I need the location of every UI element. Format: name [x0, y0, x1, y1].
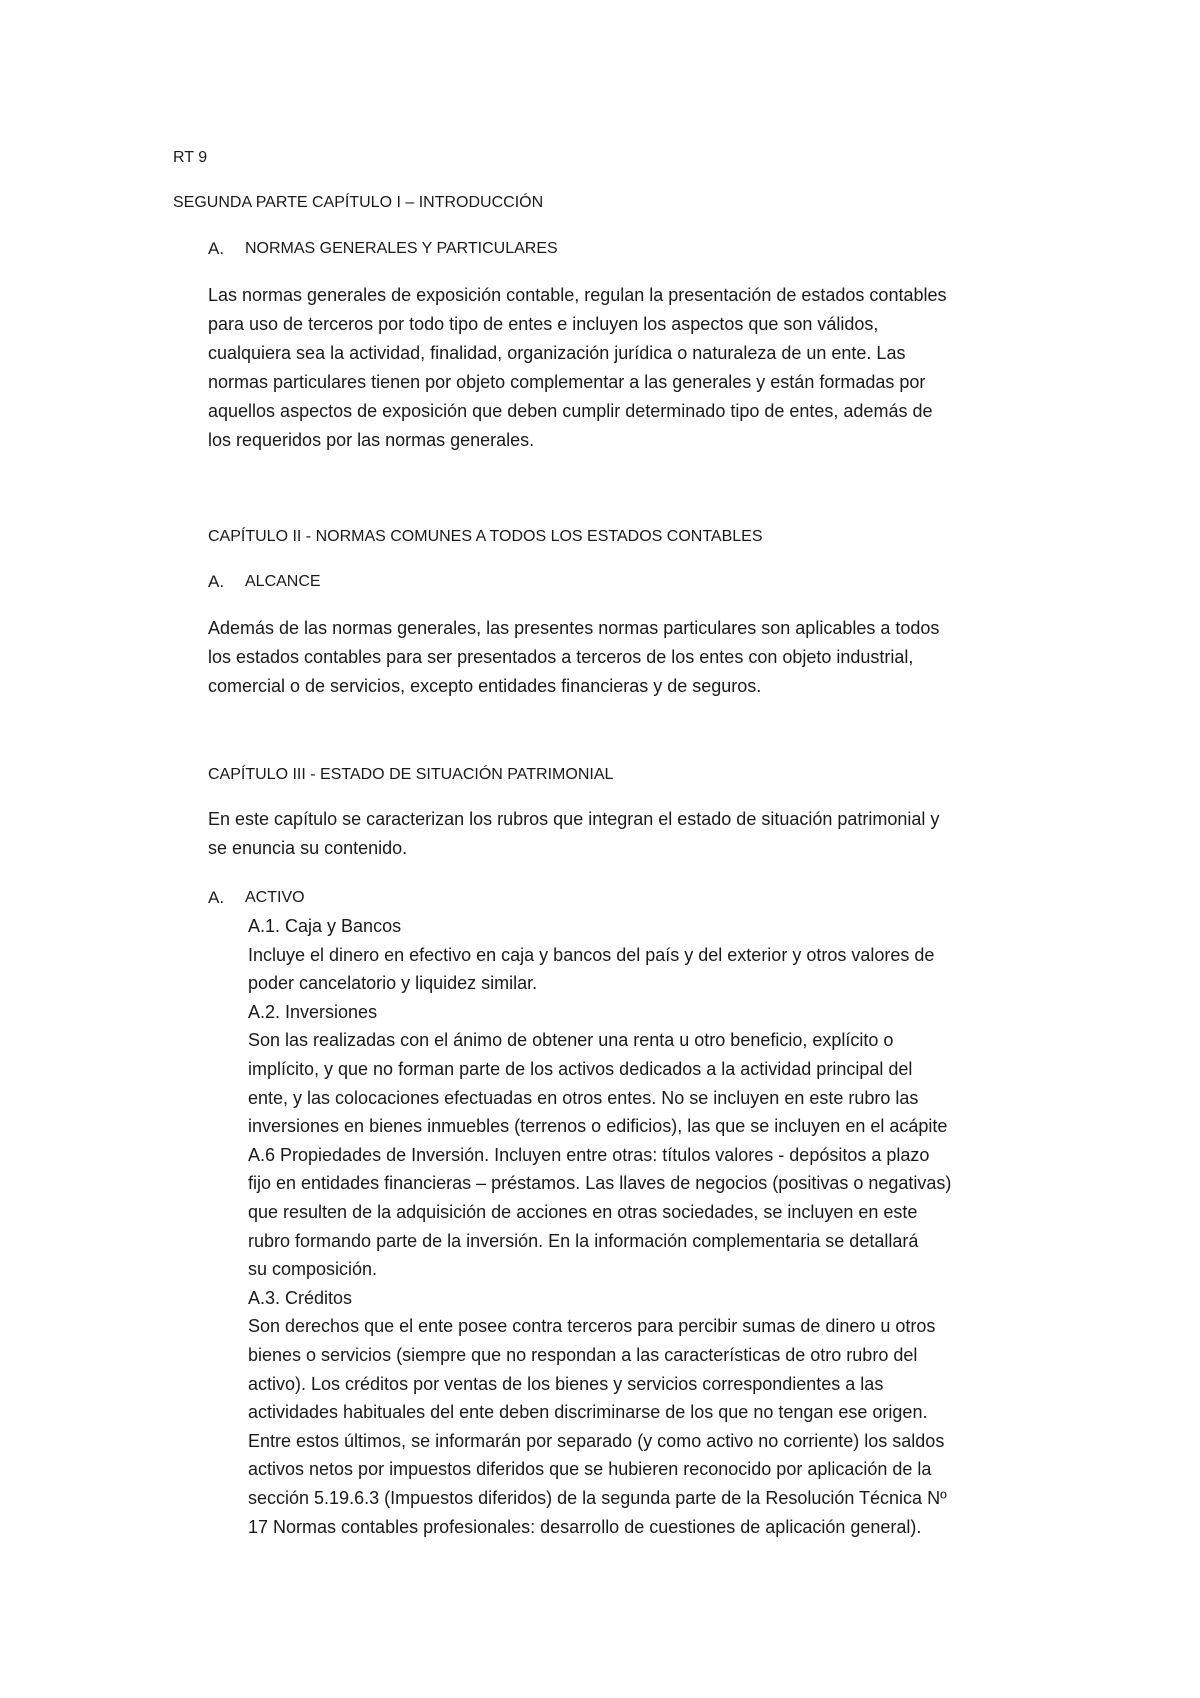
paragraph-line: En este capítulo se caracterizan los rubros que integran el estado de situación patrimonial y [208, 809, 940, 829]
paragraph-line: cualquiera sea la actividad, finalidad, organización jurídica o naturaleza de un ente. Las [208, 343, 906, 363]
activo-line: poder cancelatorio y liquidez similar. [248, 973, 538, 994]
part-heading: SEGUNDA PARTE CAPÍTULO I – INTRODUCCIÓN [173, 194, 544, 211]
activo-line: A.6 Propiedades de Inversión. Incluyen entre otras: títulos valores - depósitos a plazo [248, 1144, 930, 1165]
activo-line: ente, y las colocaciones efectuadas en otros entes. No se incluyen en este rubro las [248, 1087, 919, 1108]
activo-line: activo). Los créditos por ventas de los bienes y servicios correspondientes a las [248, 1373, 884, 1394]
paragraph-line: para uso de terceros por todo tipo de entes e incluyen los aspectos que son válidos, [208, 314, 879, 334]
paragraph-line: normas particulares tienen por objeto complementar a las generales y están formadas por [208, 372, 926, 392]
section-marker: A. [208, 888, 225, 907]
activo-line: implícito, y que no forman parte de los activos dedicados a la actividad principal del [248, 1059, 913, 1079]
activo-line: que resulten de la adquisición de acciones en otras sociedades, se incluyen en este [248, 1202, 918, 1222]
activo-line: Son las realizadas con el ánimo de obtener una renta u otro beneficio, explícito o [248, 1030, 894, 1051]
section-marker: A. [208, 572, 225, 591]
section-heading: ALCANCE [245, 573, 321, 590]
paragraph-line: los estados contables para ser presentados a terceros de los entes con objeto industrial, [208, 647, 914, 667]
activo-line: rubro formando parte de la inversión. En la información complementaria se detallará [248, 1230, 919, 1251]
chapter-heading: CAPÍTULO II - NORMAS COMUNES A TODOS LOS ESTADOS CONTABLES [208, 528, 763, 545]
activo-line: A.1. Caja y Bancos [248, 916, 402, 936]
activo-line: Son derechos que el ente posee contra terceros para percibir sumas de dinero u otros [248, 1316, 936, 1337]
chapter-heading: CAPÍTULO III - ESTADO DE SITUACIÓN PATRIMONIAL [208, 766, 614, 783]
doc-title: RT 9 [173, 149, 208, 166]
activo-line: A.2. Inversiones [248, 1001, 378, 1022]
paragraph-line: Las normas generales de exposición contable, regulan la presentación de estados contables [208, 285, 947, 305]
activo-line: sección 5.19.6.3 (Impuestos diferidos) de la segunda parte de la Resolución Técnica Nº [248, 1488, 947, 1508]
paragraph-line: Además de las normas generales, las presentes normas particulares son aplicables a todos [208, 618, 940, 638]
activo-line: su composición. [248, 1259, 378, 1280]
activo-line: activos netos por impuestos diferidos que se hubieren reconocido por aplicación de la [248, 1459, 932, 1480]
paragraph-line: comercial o de servicios, excepto entidades financieras y de seguros. [208, 676, 762, 696]
activo-line: actividades habituales del ente deben discriminarse de los que no tengan ese origen. [248, 1402, 928, 1423]
paragraph-line: aquellos aspectos de exposición que deben cumplir determinado tipo de entes, además de [208, 401, 933, 421]
section-heading: NORMAS GENERALES Y PARTICULARES [245, 240, 558, 257]
activo-line: inversiones en bienes inmuebles (terrenos o edificios), las que se incluyen en el acápite [248, 1116, 948, 1137]
activo-line: A.3. Créditos [248, 1287, 353, 1308]
activo-line: 17 Normas contables profesionales: desarrollo de cuestiones de aplicación general). [248, 1516, 922, 1537]
section-marker: A. [208, 239, 225, 258]
activo-line: Incluye el dinero en efectivo en caja y bancos del país y del exterior y otros valores de [248, 944, 935, 965]
activo-line: fijo en entidades financieras – préstamos. Las llaves de negocios (positivas o negativas) [248, 1173, 952, 1194]
section-heading: ACTIVO [245, 889, 305, 906]
paragraph-line: los requeridos por las normas generales. [208, 430, 535, 450]
activo-line: Entre estos últimos, se informarán por separado (y como activo no corriente) los saldos [248, 1430, 945, 1451]
paragraph-line: se enuncia su contenido. [208, 838, 408, 858]
activo-line: bienes o servicios (siempre que no respondan a las características de otro rubro del [248, 1345, 918, 1365]
